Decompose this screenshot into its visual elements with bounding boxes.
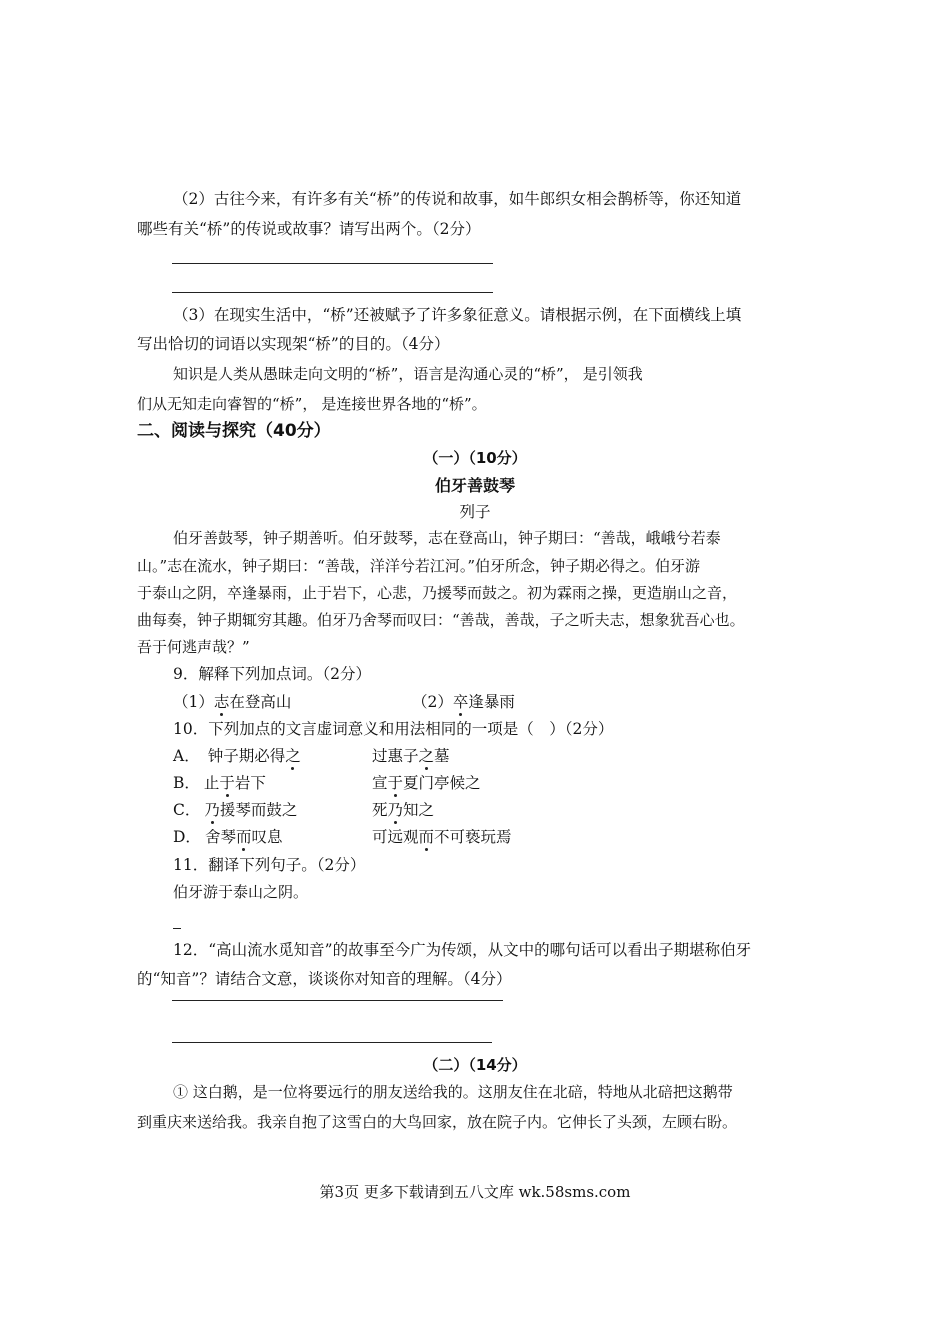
passage-line: 曲每奏，钟子期辄穷其趣。伯牙乃舍琴而叹曰：“善哉，善哉，子之听夫志，想象犹吾心也。 <box>137 611 745 629</box>
dotted-char: 于 <box>219 774 235 792</box>
passage-line: 于泰山之阴，卒逢暴雨，止于岩下，心悲，乃援琴而鼓之。初为霖雨之操，更造崩山之音， <box>137 584 738 602</box>
option-text: 钟子期必得 <box>207 747 286 765</box>
passage-line: 伯牙善鼓琴，钟子期善听。伯牙鼓琴，志在登高山，钟子期曰：“善哉，峨峨兮若泰 <box>173 529 721 547</box>
q10-option-c-right <box>372 800 434 820</box>
q3-example-text: 们从无知走向睿智的“桥”， <box>137 395 318 413</box>
q9-item-2 <box>412 692 515 712</box>
section-heading: 二、阅读与探究（40分） <box>137 421 331 441</box>
dotted-char: 乃 <box>387 801 404 819</box>
q9-item-text: 逢暴雨 <box>468 693 515 711</box>
dotted-char: 卒 <box>452 693 469 711</box>
option-text: 不可亵玩焉 <box>434 828 512 846</box>
answer-line[interactable] <box>172 1000 503 1001</box>
option-text: 过惠子 <box>372 747 419 765</box>
option-label: B． <box>173 774 200 792</box>
q3-example-text: 是连接世界各地的“桥”。 <box>321 395 487 413</box>
answer-line[interactable] <box>172 1042 492 1043</box>
option-text: 叹息 <box>251 828 283 846</box>
option-label: C． <box>173 801 201 819</box>
dotted-char: 而 <box>235 828 252 846</box>
q3-example-text: 知识是人类从愚昧走向文明的“桥”，语言是沟通心灵的“桥”， <box>173 365 579 383</box>
option-text: 墓 <box>434 747 450 765</box>
q10-option-a-left[interactable] <box>173 746 301 766</box>
q11-stem: 11．翻译下列句子。（2分） <box>173 856 366 874</box>
dotted-char: 于 <box>387 774 404 792</box>
q12-line-2: 的“知音”？请结合文意，谈谈你对知音的理解。（4分） <box>137 970 512 988</box>
q12-line-1: 12．“高山流水觅知音”的故事至今广为传颂，从文中的哪句话可以看出子期堪称伯牙 <box>173 941 752 959</box>
option-text: 止 <box>203 774 220 792</box>
answer-line[interactable] <box>172 292 493 293</box>
q11-sentence: 伯牙游于泰山之阴。 <box>173 883 309 901</box>
passage-line: 吾于何逃声哉？” <box>137 638 250 656</box>
q3-line-1: （3）在现实生活中，“桥”还被赋予了许多象征意义。请根据示例，在下面横线上填 <box>173 306 742 324</box>
option-text: 死 <box>372 801 388 819</box>
q9-item-1 <box>173 692 291 712</box>
q10-option-d-left[interactable] <box>173 827 282 847</box>
q10-option-c-left[interactable] <box>173 800 297 820</box>
option-label: A． <box>173 747 200 765</box>
dotted-char: 之 <box>418 747 435 765</box>
passage2-line: 到重庆来送给我。我亲自抱了这雪白的大鸟回家，放在院子内。它伸长了头颈，左顾右盼。 <box>137 1113 738 1131</box>
q3-line-2: 写出恰切的词语以实现架“桥”的目的。（4分） <box>137 335 450 353</box>
option-text: 宣 <box>372 774 388 792</box>
option-text: 可远观 <box>372 828 419 846</box>
option-text: 舍琴 <box>204 828 236 846</box>
dotted-char: 志 <box>213 693 230 711</box>
q3-example-text: 是引领我 <box>582 365 643 383</box>
option-text: 援琴而鼓之 <box>219 801 298 819</box>
option-label: D． <box>173 828 201 846</box>
dotted-char: 乃 <box>204 801 220 819</box>
q10-option-a-right <box>372 746 450 766</box>
option-text: 夏门亭候之 <box>403 774 481 792</box>
passage-author: 列子 <box>459 503 491 521</box>
q9-item-number: （1） <box>173 693 214 711</box>
q9-item-number: （2） <box>412 693 453 711</box>
q3-example-line-1 <box>173 364 643 384</box>
page-footer: 第3页 更多下载请到五八文库 wk.58sms.com <box>319 1183 631 1201</box>
answer-line[interactable] <box>172 263 493 264</box>
q2-line-2: 哪些有关“桥”的传说或故事？请写出两个。（2分） <box>137 220 481 238</box>
q9-item-text: 在登高山 <box>229 693 292 711</box>
subsection-heading: （二）（14分） <box>423 1056 527 1074</box>
answer-line[interactable] <box>173 928 181 929</box>
q10-option-d-right <box>372 827 512 847</box>
option-text: 知之 <box>403 801 435 819</box>
dotted-char: 而 <box>418 828 435 846</box>
q9-stem: 9．解释下列加点词。（2分） <box>173 665 371 683</box>
q3-example-line-2 <box>137 394 487 414</box>
option-text: 岩下 <box>234 774 266 792</box>
q10-option-b-left[interactable] <box>173 773 266 793</box>
q10-stem: 10．下列加点的文言虚词意义和用法相同的一项是（ ）（2分） <box>173 720 614 738</box>
q2-line-1: （2）古往今来，有许多有关“桥”的传说和故事，如牛郎织女相会鹊桥等，你还知道 <box>173 190 742 208</box>
passage2-line: ① 这白鹅，是一位将要远行的朋友送给我的。这朋友住在北碚，特地从北碚把这鹅带 <box>173 1083 733 1101</box>
subsection-heading: （一）（10分） <box>423 449 527 467</box>
passage-title: 伯牙善鼓琴 <box>434 476 515 495</box>
q10-option-b-right <box>372 773 481 793</box>
passage-line: 山。”志在流水，钟子期曰：“善哉，洋洋兮若江河。”伯牙所念，钟子期必得之。伯牙游 <box>137 557 701 575</box>
dotted-char: 之 <box>285 747 301 765</box>
